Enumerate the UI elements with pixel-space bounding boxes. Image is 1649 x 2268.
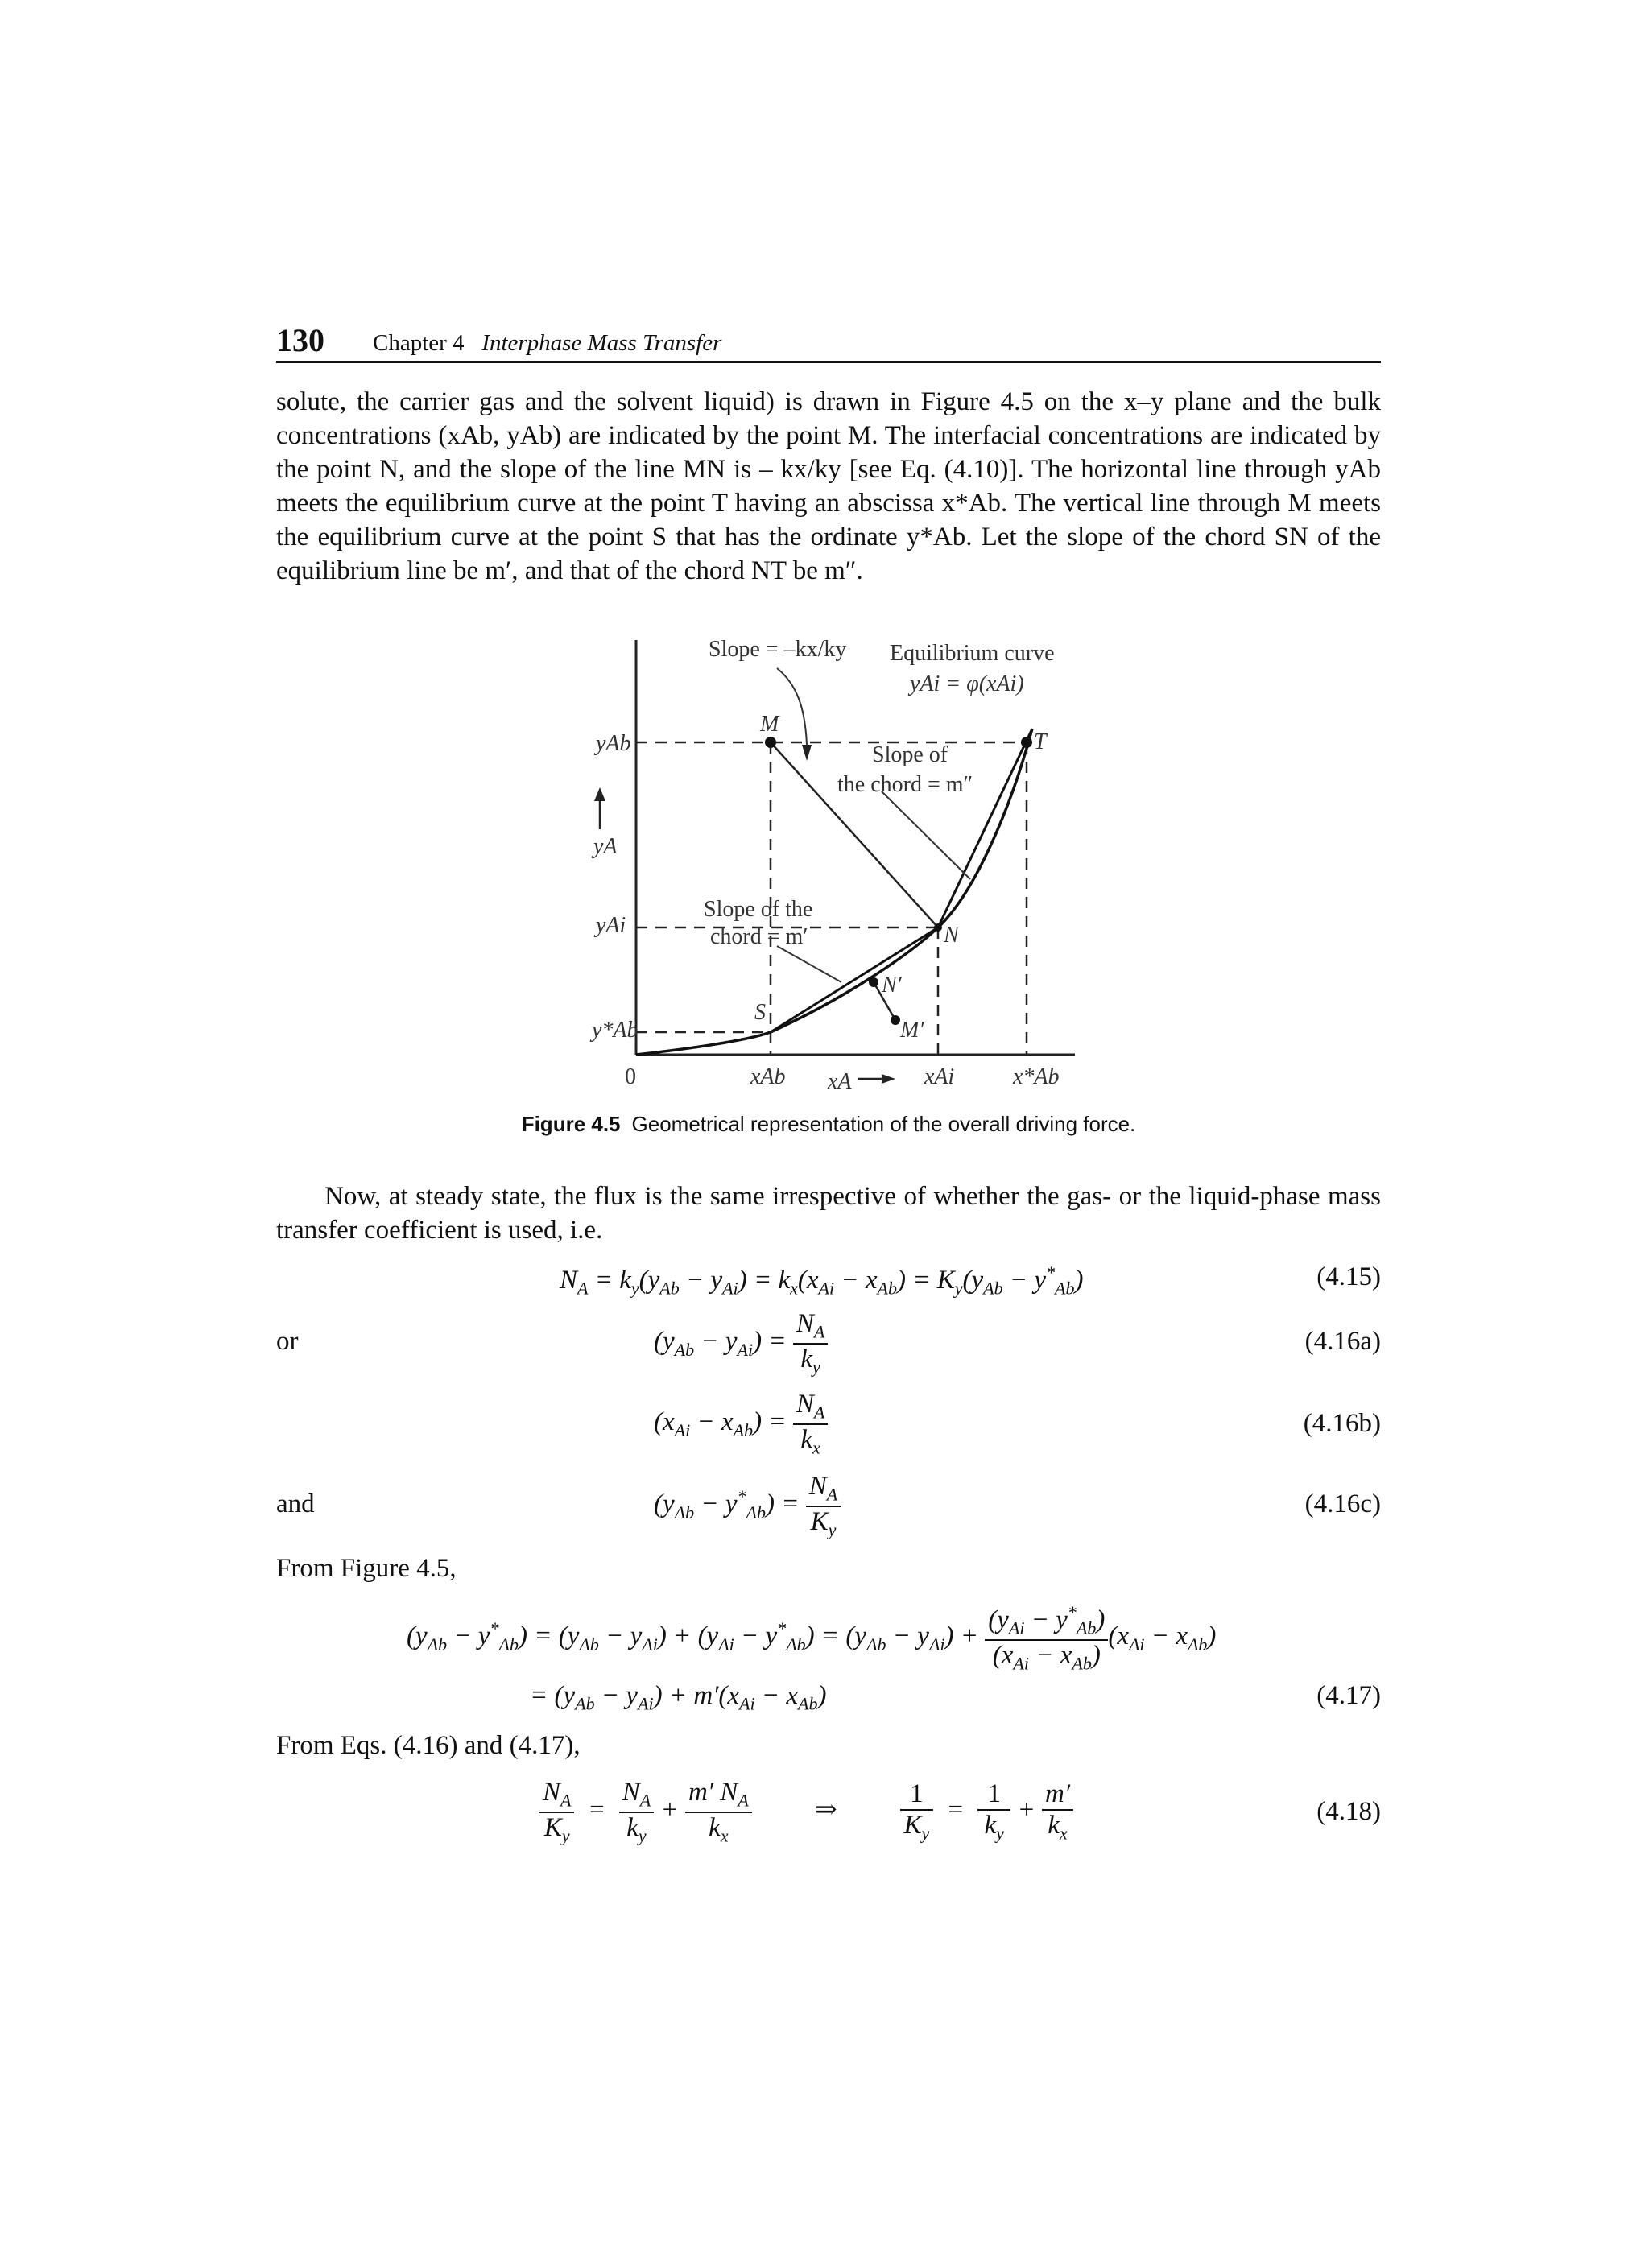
chapter-heading: Chapter 4 Interphase Mass Transfer [373,330,722,356]
ylabel-ystar: y*Ab [592,1018,639,1043]
label-eq-relation: yAi = φ(xAi) [910,671,1024,696]
figure-caption: Figure 4.5 Geometrical representation of the overall driving force. [521,1112,1136,1136]
eqnum-4-17: (4.17) [1316,1681,1381,1710]
equation-4-18: $\frac{N_A}{K_y}$ = $\frac{N_A}{k_y}$ + $\frac{m' N_A}{k_x}$ ⇒ $\frac{1}{K_y}$ = $\frac{1}{k_y}$ + $\frac{m'}{k_x}$ [539,1778,1073,1846]
point-n: N [944,923,959,948]
eqnum-4-16b: (4.16b) [1303,1409,1381,1438]
xlabel-xai: xAi [924,1064,955,1089]
equation-4-17-line1: $(y_{Ab} - y^*_{Ab}) = (y_{Ab} - y_{Ai}) + (y_{Ai} - y^*_{Ab}) = (y_{Ab} - y_{Ai})$ + $\frac{(y_{Ai} - y^*_{Ab})}{(x_{Ai} - x_{Ab})}$ $(x_{Ai} - x_{Ab})$ [407,1602,1217,1674]
word-or: or [276,1327,299,1356]
ylabel-yab: yAb [596,731,631,756]
eqnum-4-16a: (4.16a) [1304,1327,1381,1356]
label-chord-nt-2: the chord = m″ [837,772,973,797]
label-chord-sn-2: chord = m′ [710,924,808,949]
eqnum-4-16c: (4.16c) [1304,1489,1381,1518]
text-from-eqs: From Eqs. (4.16) and (4.17), [276,1731,581,1760]
figure-driving-force [556,626,1087,1101]
xlabel-origin: 0 [625,1064,636,1089]
label-slope: Slope = –kx/ky [709,637,847,662]
ylabel-ya: yA [593,834,618,859]
point-n-prime: N′ [882,973,902,998]
running-header [276,320,1381,363]
label-chord-nt-1: Slope of [872,742,948,767]
paragraph-intro: solute, the carrier gas and the solvent liquid) is drawn in Figure 4.5 on the x–y plane and the bulk concentrations (xAb, yAb) are indicated by the point M. The interfacial concentrations are indicated by the point N, and the slope of the line MN is – kx/ky [see Eq. (4.10)]. The horizontal line through yAb meets the equilibrium curve at the point T having an abscissa x*Ab. The vertical line through M meets the equilibrium curve at the point S that has the ordinate y*Ab. Let the slope of the chord SN of the equilibrium line be m′, and that of the chord NT be m″. [276,387,1381,585]
page-number: 130 [276,322,324,358]
text-from-figure: From Figure 4.5, [276,1554,457,1583]
xlabel-xstar: x*Ab [1013,1064,1060,1089]
word-and: and [276,1489,315,1518]
point-t: T [1034,729,1047,754]
equation-4-16a: $(y_{Ab} - y_{Ai})$ = $\frac{N_A}{k_y}$ [654,1309,828,1378]
slope-arrowhead [802,745,812,761]
equation-4-16c: $(y_{Ab} - y^*_{Ab})$ = $\frac{N_A}{K_y}$ [654,1472,841,1540]
point-s: S [754,1000,766,1025]
axes [636,640,1075,1055]
point-m-prime: M′ [900,1018,924,1043]
paragraph-steady-state: Now, at steady state, the flux is the same irrespective of whether the gas- or the liquid-phase mass transfer coefficient is used, i.e. [276,1182,1381,1245]
label-chord-sn-1: Slope of the [704,897,813,922]
equation-4-17-line2: = $(y_{Ab} - y_{Ai}) + m'(x_{Ai} - x_{Ab})$ [530,1681,827,1714]
xlabel-xa: xA [828,1069,852,1094]
equation-4-15: $N_A = k_y(y_{Ab} - y_{Ai}) = k_x(x_{Ai} - x_{Ab}) = K_y(y_{Ab} - y^*_{Ab})$ [560,1262,1084,1299]
eqnum-4-15: (4.15) [1316,1262,1381,1291]
eqnum-4-18: (4.18) [1316,1797,1381,1826]
ylabel-yai: yAi [596,913,626,938]
point-m: M [760,712,779,737]
xlabel-xab: xAb [750,1064,786,1089]
label-eq-curve: Equilibrium curve [890,641,1055,666]
equation-4-16b: $(x_{Ai} - x_{Ab})$ = $\frac{N_A}{k_x}$ [654,1390,828,1458]
